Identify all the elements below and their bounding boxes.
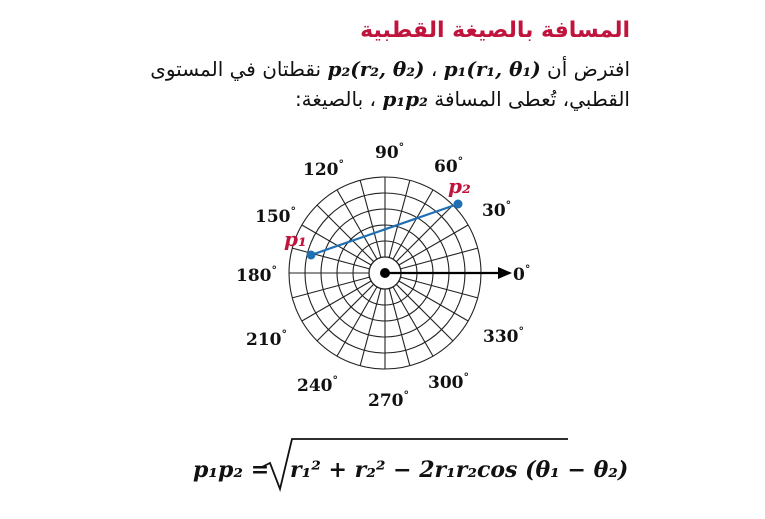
angle-label-60: 60° <box>434 155 464 177</box>
grid-ray <box>360 180 381 257</box>
angle-label-30: 30° <box>482 199 512 221</box>
angle-label-240: 240° <box>297 374 338 396</box>
intro-text-4: ، بالصيغة: <box>294 87 376 111</box>
angle-label-90: 90° <box>375 141 405 163</box>
intro-text-2: نقطتان في المستوى <box>150 57 322 81</box>
page-title: المسافة بالصيغة القطبية <box>360 18 630 43</box>
angle-label-0: 0° <box>513 263 531 285</box>
grid-ray <box>400 277 477 298</box>
formula-radicand: r₁² + r₂² − 2r₁r₂cos (θ₁ − θ₂) <box>290 457 629 483</box>
grid-ray <box>292 248 369 269</box>
angle-label-330: 330° <box>483 325 524 347</box>
intro-text-3: القطبي، تُعطى المسافة <box>434 87 630 111</box>
point-p1 <box>307 251 316 260</box>
angle-label-180: 180° <box>236 264 277 286</box>
grid-ray <box>389 180 410 257</box>
grid-ray <box>396 284 453 341</box>
distance-formula <box>0 425 765 515</box>
point-p1-label: p₁ <box>284 227 307 251</box>
grid-ray <box>400 248 477 269</box>
distance-symbol: p₁p₂ <box>382 87 428 111</box>
intro-text-1: افترض أن <box>547 57 630 81</box>
angle-label-270: 270° <box>368 389 409 411</box>
grid-ray <box>389 288 410 365</box>
angle-label-210: 210° <box>246 328 287 350</box>
point-p1-expression: p₁(r₁, θ₁) <box>443 57 541 81</box>
point-p2-label: p₂ <box>448 174 471 198</box>
grid-ray <box>396 205 453 262</box>
formula-lhs: p₁p₂ = <box>193 457 270 483</box>
grid-ray <box>317 284 374 341</box>
separator-comma: ، <box>430 57 438 81</box>
angle-label-300: 300° <box>428 371 469 393</box>
angle-label-150: 150° <box>255 205 296 227</box>
angle-label-120: 120° <box>303 158 344 180</box>
grid-ray <box>360 288 381 365</box>
point-p2 <box>454 200 463 209</box>
grid-ray <box>317 205 374 262</box>
point-p2-expression: p₂(r₂, θ₂) <box>327 57 425 81</box>
grid-ray <box>292 277 369 298</box>
pole-point <box>380 268 390 278</box>
polar-axis-arrowhead <box>498 267 512 279</box>
